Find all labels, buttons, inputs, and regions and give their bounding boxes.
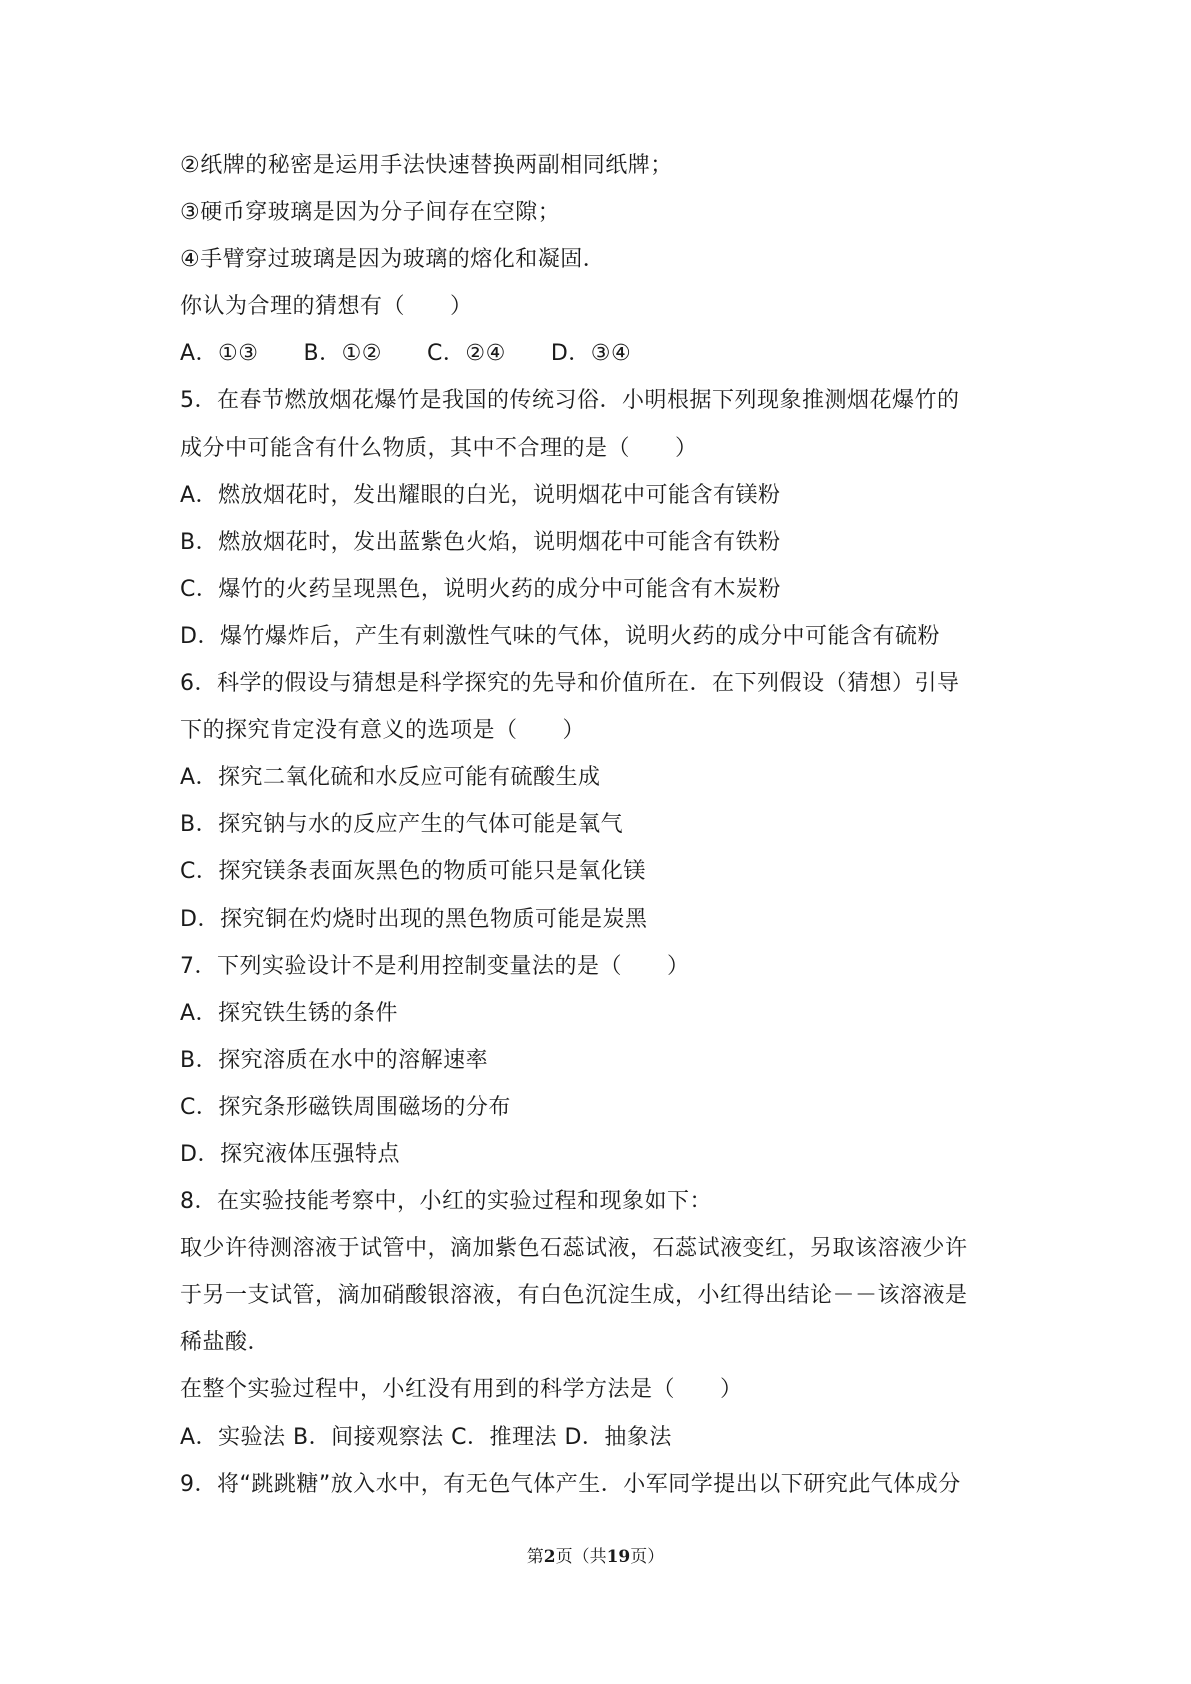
text-line: ②纸牌的秘密是运用手法快速替换两副相同纸牌； — [180, 153, 673, 178]
option-c: C．探究条形磁铁周围磁场的分布 — [180, 1094, 511, 1120]
footer-prefix: 第 — [526, 1547, 544, 1567]
question-5-cont: 成分中可能含有什么物质，其中不合理的是（ ） — [180, 435, 698, 461]
document-body — [180, 142, 1030, 1508]
question-8-text: 取少许待测溶液于试管中，滴加紫色石蕊试液，石蕊试液变红，另取该溶液少许 — [180, 1236, 968, 1262]
text-line: ④手臂穿过玻璃是因为玻璃的熔化和凝固． — [180, 247, 606, 273]
option-c: C．爆竹的火药呈现黑色，说明火药的成分中可能含有木炭粉 — [180, 576, 781, 602]
option-d: D．探究铜在灼烧时出现的黑色物质可能是炭黑 — [180, 906, 648, 932]
question-6: 6．科学的假设与猜想是科学探究的先导和价值所在．在下列假设（猜想）引导 — [180, 671, 960, 697]
option-a: A．探究二氧化硫和水反应可能有硫酸生成 — [180, 765, 601, 791]
question-9: 9．将“跳跳糖”放入水中，有无色气体产生．小军同学提出以下研究此气体成分 — [180, 1471, 961, 1497]
answer-options: A．实验法 B．间接观察法 C．推理法 D．抽象法 — [180, 1424, 672, 1450]
option-d: D．探究液体压强特点 — [180, 1141, 400, 1167]
page-footer — [0, 1542, 1191, 1567]
option-a: A．探究铁生锈的条件 — [180, 1000, 399, 1026]
option-a: A．燃放烟花时，发出耀眼的白光，说明烟花中可能含有镁粉 — [180, 482, 781, 508]
question-7: 7．下列实验设计不是利用控制变量法的是（ ） — [180, 953, 690, 979]
page-number: 2 — [543, 1547, 556, 1567]
option-c: C．探究镁条表面灰黑色的物质可能只是氧化镁 — [180, 859, 646, 885]
question-8-text: 稀盐酸． — [180, 1330, 271, 1356]
answer-options: A．①③ B．①② C．②④ D．③④ — [180, 341, 632, 367]
footer-middle: 页（共 — [555, 1547, 607, 1567]
question-prompt: 你认为合理的猜想有（ ） — [180, 294, 473, 320]
question-6-cont: 下的探究肯定没有意义的选项是（ ） — [180, 718, 586, 744]
option-b: B．探究溶质在水中的溶解速率 — [180, 1047, 489, 1073]
question-8-text: 于另一支试管，滴加硝酸银溶液，有白色沉淀生成，小红得出结论－－该溶液是 — [180, 1283, 968, 1309]
question-5: 5．在春节燃放烟花爆竹是我国的传统习俗．小明根据下列现象推测烟花爆竹的 — [180, 388, 960, 414]
question-8-prompt: 在整个实验过程中，小红没有用到的科学方法是（ ） — [180, 1377, 743, 1403]
total-pages: 19 — [606, 1547, 631, 1567]
option-d: D．爆竹爆炸后，产生有刺激性气味的气体，说明火药的成分中可能含有硫粉 — [180, 623, 940, 649]
option-b: B．燃放烟花时，发出蓝紫色火焰，说明烟花中可能含有铁粉 — [180, 529, 781, 555]
question-8: 8．在实验技能考察中，小红的实验过程和现象如下： — [180, 1189, 712, 1215]
text-line: ③硬币穿玻璃是因为分子间存在空隙； — [180, 200, 561, 226]
option-b: B．探究钠与水的反应产生的气体可能是氧气 — [180, 812, 624, 838]
footer-suffix: 页） — [630, 1547, 665, 1567]
